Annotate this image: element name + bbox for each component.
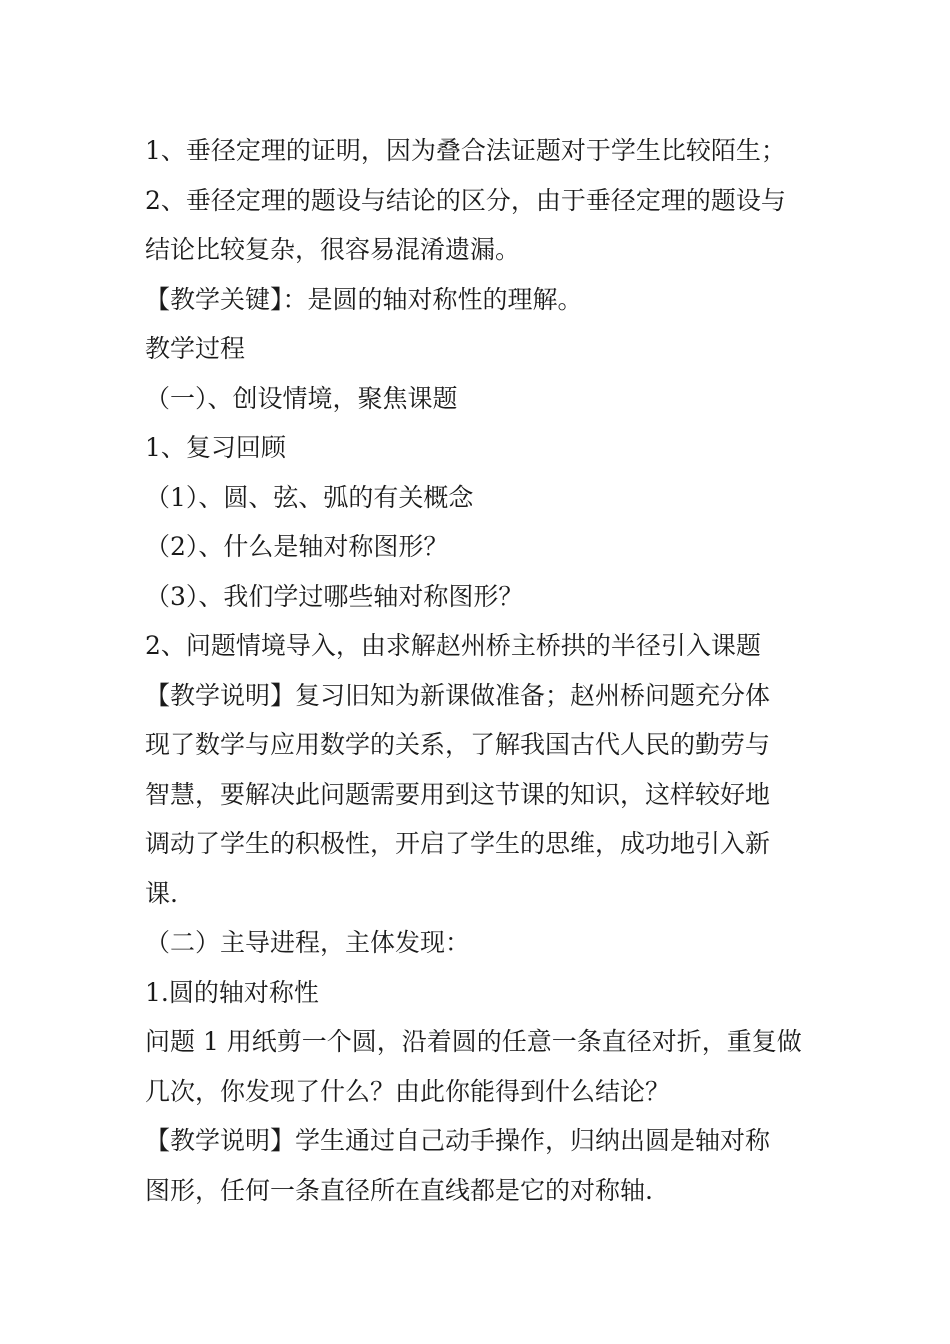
teaching-key-line: 【教学关键】：是圆的轴对称性的理解。: [145, 284, 583, 314]
text-line-review: 1、复习回顾: [145, 433, 286, 462]
question-1-line-1: 问题 1 用纸剪一个圆，沿着圆的任意一条直径对折，重复做: [145, 1027, 802, 1056]
teaching-note-1-line-4: 调动了学生的积极性，开启了学生的思维，成功地引入新: [145, 829, 771, 858]
section-heading-teaching-process: 教学过程: [145, 334, 246, 363]
text-line-2: 2、垂径定理的题设与结论的区分，由于垂径定理的题设与: [145, 185, 786, 215]
teaching-note-1-line-3: 智慧，要解决此问题需要用到这节课的知识，这样较好地: [145, 779, 771, 809]
text-line-intro: 2、问题情境导入，由求解赵州桥主桥拱的半径引入课题: [145, 631, 761, 660]
text-line-1: 1、垂径定理的证明，因为叠合法证题对于学生比较陌生；: [145, 136, 786, 165]
review-item-1: （1）、圆、弦、弧的有关概念: [145, 482, 474, 512]
teaching-note-1-line-1: 【教学说明】复习旧知为新课做准备；赵州桥问题充分体: [145, 680, 771, 710]
teaching-note-1-line-2: 现了数学与应用数学的关系，了解我国古代人民的勤劳与: [145, 730, 771, 759]
teaching-note-2-line-1: 【教学说明】学生通过自己动手操作，归纳出圆是轴对称: [145, 1126, 771, 1155]
subsection-heading-2: （二）主导进程，主体发现：: [145, 928, 471, 957]
teaching-note-1-line-5: 课.: [145, 878, 178, 908]
review-item-2: （2）、什么是轴对称图形？: [145, 532, 449, 561]
document-body: [145, 126, 810, 1215]
text-line-3: 结论比较复杂，很容易混淆遗漏。: [145, 235, 521, 264]
topic-heading-axis-symmetry: 1.圆的轴对称性: [145, 977, 319, 1007]
question-1-line-2: 几次，你发现了什么？由此你能得到什么结论？: [145, 1076, 671, 1106]
teaching-note-2-line-2: 图形，任何一条直径所在直线都是它的对称轴.: [145, 1175, 653, 1205]
subsection-heading-1: （一）、创设情境，聚焦课题: [145, 383, 458, 413]
review-item-3: （3）、我们学过哪些轴对称图形？: [145, 581, 524, 611]
